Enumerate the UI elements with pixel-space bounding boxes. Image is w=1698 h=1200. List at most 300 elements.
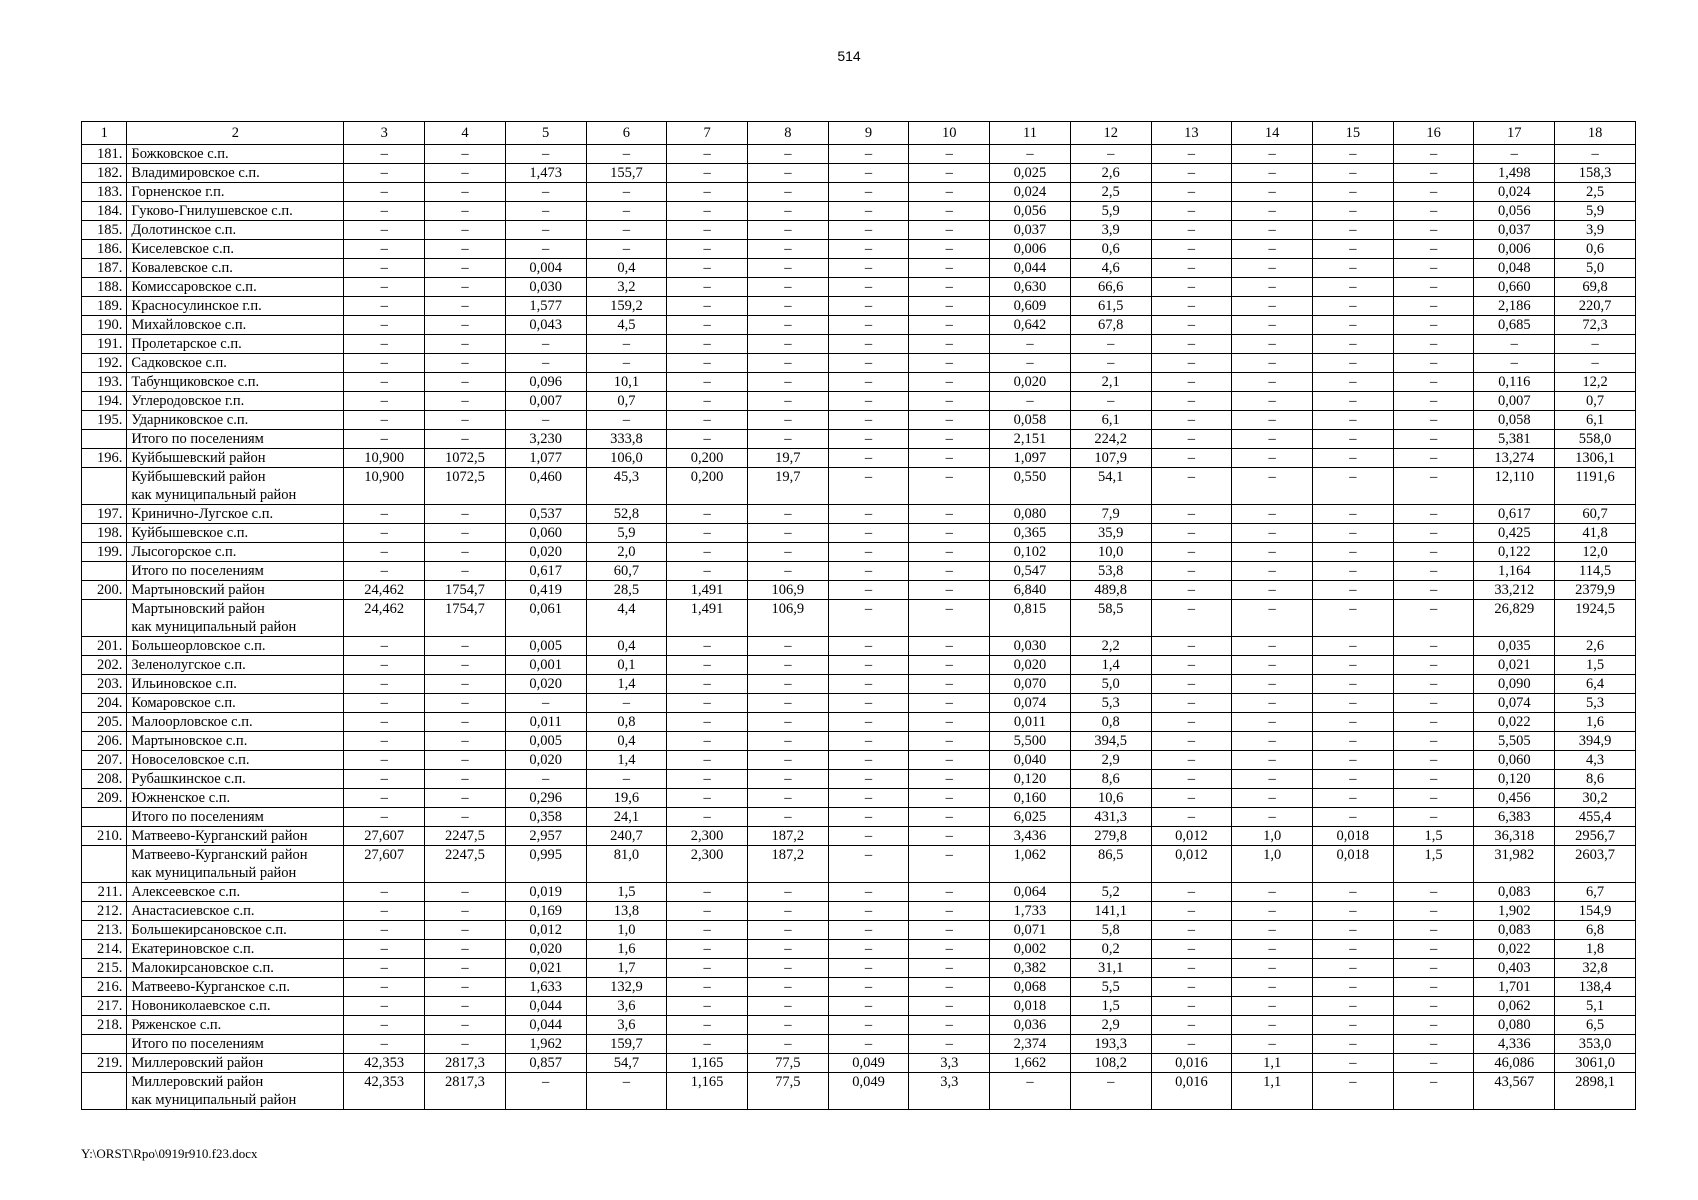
- table-cell: –: [1232, 581, 1313, 600]
- table-cell: 0,403: [1474, 959, 1555, 978]
- table-cell: –: [909, 202, 990, 221]
- row-number-cell: 194.: [82, 392, 127, 411]
- row-number-cell: 192.: [82, 354, 127, 373]
- table-cell: –: [667, 562, 748, 581]
- table-cell: –: [828, 373, 909, 392]
- table-cell: 1,498: [1474, 164, 1555, 183]
- table-cell: 1,733: [990, 902, 1071, 921]
- table-cell: –: [1474, 354, 1555, 373]
- table-cell: 0,8: [1070, 713, 1151, 732]
- table-cell: –: [828, 240, 909, 259]
- table-cell: –: [1151, 240, 1232, 259]
- row-number-cell: [82, 430, 127, 449]
- table-cell: –: [1312, 202, 1393, 221]
- table-cell: 8,6: [1070, 770, 1151, 789]
- table-cell: 0,021: [1474, 656, 1555, 675]
- table-cell: –: [667, 997, 748, 1016]
- table-cell: –: [747, 183, 828, 202]
- row-name-cell: Малокирсановское с.п.: [127, 959, 344, 978]
- table-cell: 0,004: [505, 259, 586, 278]
- table-cell: –: [425, 637, 506, 656]
- row-name-cell: Пролетарское с.п.: [127, 335, 344, 354]
- table-cell: 132,9: [586, 978, 667, 997]
- table-cell: –: [1393, 694, 1474, 713]
- table-cell: –: [1312, 297, 1393, 316]
- table-cell: 5,3: [1555, 694, 1636, 713]
- table-cell: 24,1: [586, 808, 667, 827]
- table-cell: 0,044: [505, 1016, 586, 1035]
- table-cell: 6,383: [1474, 808, 1555, 827]
- table-cell: 0,550: [990, 468, 1071, 505]
- table-cell: –: [425, 656, 506, 675]
- table-cell: –: [828, 581, 909, 600]
- table-cell: 3,9: [1070, 221, 1151, 240]
- table-cell: 0,036: [990, 1016, 1071, 1035]
- table-cell: –: [747, 940, 828, 959]
- table-row: [82, 505, 1636, 524]
- table-cell: 42,353: [344, 1054, 425, 1073]
- row-number-cell: 204.: [82, 694, 127, 713]
- table-cell: –: [1393, 543, 1474, 562]
- table-cell: –: [1232, 959, 1313, 978]
- table-cell: –: [1312, 789, 1393, 808]
- table-cell: 10,6: [1070, 789, 1151, 808]
- table-cell: –: [828, 978, 909, 997]
- table-cell: –: [747, 373, 828, 392]
- table-cell: –: [425, 1035, 506, 1054]
- table-cell: –: [344, 713, 425, 732]
- table-cell: 6,025: [990, 808, 1071, 827]
- table-cell: –: [425, 789, 506, 808]
- row-number-cell: 214.: [82, 940, 127, 959]
- table-cell: 1,4: [586, 675, 667, 694]
- table-cell: 2,5: [1555, 183, 1636, 202]
- row-name-cell: Большекирсановское с.п.: [127, 921, 344, 940]
- table-cell: –: [586, 221, 667, 240]
- table-cell: 0,617: [1474, 505, 1555, 524]
- table-cell: –: [1312, 505, 1393, 524]
- table-row: [82, 430, 1636, 449]
- table-cell: 1,6: [586, 940, 667, 959]
- table-cell: –: [1393, 145, 1474, 164]
- table-row: [82, 316, 1636, 335]
- table-cell: 0,060: [1474, 751, 1555, 770]
- table-cell: 0,044: [505, 997, 586, 1016]
- table-cell: –: [505, 1073, 586, 1110]
- table-cell: –: [425, 883, 506, 902]
- table-cell: 13,274: [1474, 449, 1555, 468]
- table-cell: –: [747, 1035, 828, 1054]
- table-cell: 0,083: [1474, 921, 1555, 940]
- table-cell: –: [667, 411, 748, 430]
- table-cell: –: [1393, 278, 1474, 297]
- table-cell: –: [344, 789, 425, 808]
- table-cell: –: [667, 940, 748, 959]
- table-cell: –: [344, 637, 425, 656]
- row-name-cell: Алексеевское с.п.: [127, 883, 344, 902]
- table-cell: –: [425, 751, 506, 770]
- table-cell: –: [1393, 637, 1474, 656]
- table-cell: 1,5: [1393, 846, 1474, 883]
- table-cell: 45,3: [586, 468, 667, 505]
- table-cell: –: [1151, 543, 1232, 562]
- table-cell: –: [1070, 1073, 1151, 1110]
- table-cell: –: [586, 770, 667, 789]
- table-cell: –: [747, 770, 828, 789]
- table-cell: –: [344, 997, 425, 1016]
- table-cell: –: [1151, 751, 1232, 770]
- table-cell: –: [425, 240, 506, 259]
- table-cell: –: [344, 562, 425, 581]
- table-cell: –: [1393, 183, 1474, 202]
- table-cell: 1,4: [1070, 656, 1151, 675]
- table-cell: 35,9: [1070, 524, 1151, 543]
- table-cell: –: [1393, 581, 1474, 600]
- table-cell: 61,5: [1070, 297, 1151, 316]
- table-cell: –: [1232, 1016, 1313, 1035]
- column-header: 2: [127, 122, 344, 145]
- table-cell: –: [1312, 656, 1393, 675]
- table-cell: –: [1151, 713, 1232, 732]
- table-cell: 0,012: [505, 921, 586, 940]
- table-cell: 114,5: [1555, 562, 1636, 581]
- table-cell: –: [505, 411, 586, 430]
- table-cell: –: [344, 164, 425, 183]
- table-cell: –: [747, 997, 828, 1016]
- table-cell: 1,701: [1474, 978, 1555, 997]
- row-name-cell: Матвеево-Курганское с.п.: [127, 978, 344, 997]
- table-cell: –: [909, 354, 990, 373]
- table-cell: 1,5: [1555, 656, 1636, 675]
- table-cell: 3,3: [909, 1054, 990, 1073]
- table-row: [82, 297, 1636, 316]
- table-row: [82, 656, 1636, 675]
- table-cell: –: [344, 978, 425, 997]
- table-cell: –: [425, 335, 506, 354]
- table-cell: –: [586, 694, 667, 713]
- table-cell: 6,8: [1555, 921, 1636, 940]
- table-cell: –: [909, 240, 990, 259]
- table-cell: –: [1312, 430, 1393, 449]
- table-cell: 0,456: [1474, 789, 1555, 808]
- table-cell: –: [1070, 392, 1151, 411]
- table-cell: –: [747, 713, 828, 732]
- table-cell: –: [747, 145, 828, 164]
- table-cell: 1,962: [505, 1035, 586, 1054]
- table-cell: –: [1312, 600, 1393, 637]
- table-cell: –: [828, 675, 909, 694]
- table-cell: –: [747, 978, 828, 997]
- table-cell: 52,8: [586, 505, 667, 524]
- table-cell: 2,9: [1070, 751, 1151, 770]
- table-cell: –: [1232, 202, 1313, 221]
- table-cell: 2,300: [667, 827, 748, 846]
- table-cell: 108,2: [1070, 1054, 1151, 1073]
- row-name-cell: Мартыновский район: [127, 581, 344, 600]
- table-cell: –: [344, 373, 425, 392]
- table-cell: –: [828, 600, 909, 637]
- row-number-cell: 196.: [82, 449, 127, 468]
- row-number-cell: 210.: [82, 827, 127, 846]
- table-row: [82, 959, 1636, 978]
- table-cell: –: [1312, 959, 1393, 978]
- table-cell: 5,9: [586, 524, 667, 543]
- row-number-cell: 205.: [82, 713, 127, 732]
- table-cell: –: [344, 145, 425, 164]
- table-cell: 0,056: [1474, 202, 1555, 221]
- table-cell: 0,012: [1151, 827, 1232, 846]
- table-cell: –: [909, 562, 990, 581]
- table-cell: –: [586, 354, 667, 373]
- table-cell: –: [909, 751, 990, 770]
- row-name-cell: Ковалевское с.п.: [127, 259, 344, 278]
- table-cell: –: [1393, 1016, 1474, 1035]
- table-cell: 0,382: [990, 959, 1071, 978]
- table-cell: –: [667, 145, 748, 164]
- table-cell: 1,5: [586, 883, 667, 902]
- table-cell: 4,4: [586, 600, 667, 637]
- table-cell: –: [1232, 562, 1313, 581]
- row-number-cell: [82, 468, 127, 505]
- table-cell: 2,0: [586, 543, 667, 562]
- table-cell: –: [909, 259, 990, 278]
- row-name-cell: Миллеровский район: [127, 1054, 344, 1073]
- table-cell: 1,633: [505, 978, 586, 997]
- table-cell: 43,567: [1474, 1073, 1555, 1110]
- table-cell: 53,8: [1070, 562, 1151, 581]
- table-cell: –: [828, 183, 909, 202]
- table-cell: 2,5: [1070, 183, 1151, 202]
- table-cell: –: [747, 354, 828, 373]
- table-cell: –: [1151, 468, 1232, 505]
- table-cell: –: [1312, 145, 1393, 164]
- table-cell: –: [1393, 675, 1474, 694]
- table-cell: –: [1393, 808, 1474, 827]
- table-cell: –: [1232, 997, 1313, 1016]
- table-cell: 0,200: [667, 468, 748, 505]
- table-cell: –: [1312, 278, 1393, 297]
- column-header: 5: [505, 122, 586, 145]
- table-cell: 19,6: [586, 789, 667, 808]
- table-cell: 4,336: [1474, 1035, 1555, 1054]
- table-cell: –: [909, 581, 990, 600]
- table-cell: –: [1393, 221, 1474, 240]
- table-cell: 333,8: [586, 430, 667, 449]
- table-cell: –: [1232, 183, 1313, 202]
- table-cell: 0,020: [505, 940, 586, 959]
- table-cell: 5,0: [1070, 675, 1151, 694]
- table-cell: –: [425, 770, 506, 789]
- table-cell: –: [425, 713, 506, 732]
- table-cell: 279,8: [1070, 827, 1151, 846]
- table-cell: 224,2: [1070, 430, 1151, 449]
- table-cell: –: [1232, 770, 1313, 789]
- row-number-cell: 197.: [82, 505, 127, 524]
- table-cell: 2817,3: [425, 1073, 506, 1110]
- table-cell: –: [909, 978, 990, 997]
- row-number-cell: 198.: [82, 524, 127, 543]
- table-cell: –: [828, 808, 909, 827]
- table-cell: 154,9: [1555, 902, 1636, 921]
- table-cell: 13,8: [586, 902, 667, 921]
- table-cell: –: [1312, 335, 1393, 354]
- footer-file-path: Y:\ORST\Rpo\0919r910.f23.docx: [81, 1146, 258, 1161]
- row-name-cell: Зеленолугское с.п.: [127, 656, 344, 675]
- table-cell: –: [1393, 751, 1474, 770]
- table-row: [82, 713, 1636, 732]
- table-cell: –: [1151, 259, 1232, 278]
- table-cell: 0,090: [1474, 675, 1555, 694]
- table-cell: –: [1312, 713, 1393, 732]
- table-cell: –: [1151, 997, 1232, 1016]
- table-cell: 0,200: [667, 449, 748, 468]
- table-cell: –: [1393, 959, 1474, 978]
- table-cell: –: [909, 940, 990, 959]
- table-cell: –: [1151, 449, 1232, 468]
- table-cell: –: [425, 921, 506, 940]
- table-cell: –: [1232, 637, 1313, 656]
- table-cell: 0,049: [828, 1054, 909, 1073]
- table-cell: 0,6: [1070, 240, 1151, 259]
- table-cell: –: [586, 411, 667, 430]
- table-cell: –: [1312, 637, 1393, 656]
- table-cell: –: [1232, 732, 1313, 751]
- table-cell: –: [344, 959, 425, 978]
- table-cell: –: [425, 562, 506, 581]
- table-cell: –: [1312, 978, 1393, 997]
- table-cell: –: [747, 240, 828, 259]
- table-cell: –: [1151, 221, 1232, 240]
- table-cell: –: [1151, 392, 1232, 411]
- table-cell: –: [747, 221, 828, 240]
- table-cell: –: [747, 392, 828, 411]
- row-number-cell: 216.: [82, 978, 127, 997]
- table-cell: –: [1393, 164, 1474, 183]
- table-cell: 0,120: [1474, 770, 1555, 789]
- table-cell: 159,2: [586, 297, 667, 316]
- table-cell: –: [828, 562, 909, 581]
- table-cell: –: [1393, 449, 1474, 468]
- row-number-cell: [82, 562, 127, 581]
- table-cell: 1,165: [667, 1073, 748, 1110]
- table-cell: –: [425, 164, 506, 183]
- table-cell: –: [828, 827, 909, 846]
- row-name-cell: Мартыновский район как муниципальный район: [127, 600, 344, 637]
- row-name-cell: Ильиновское с.п.: [127, 675, 344, 694]
- table-cell: 1,8: [1555, 940, 1636, 959]
- row-number-cell: 201.: [82, 637, 127, 656]
- table-cell: 1,164: [1474, 562, 1555, 581]
- table-cell: –: [1151, 297, 1232, 316]
- table-cell: 106,0: [586, 449, 667, 468]
- row-name-cell: Итого по поселениям: [127, 808, 344, 827]
- column-header: 1: [82, 122, 127, 145]
- table-row: [82, 581, 1636, 600]
- table-cell: 0,020: [505, 751, 586, 770]
- table-cell: –: [1151, 316, 1232, 335]
- table-header-row: [82, 122, 1636, 145]
- table-cell: –: [1232, 145, 1313, 164]
- table-cell: –: [1151, 505, 1232, 524]
- table-cell: 5,381: [1474, 430, 1555, 449]
- table-cell: –: [425, 940, 506, 959]
- table-cell: 1072,5: [425, 468, 506, 505]
- table-cell: 0,630: [990, 278, 1071, 297]
- table-cell: 2,300: [667, 846, 748, 883]
- table-cell: 1,5: [1393, 827, 1474, 846]
- row-name-cell: Киселевское с.п.: [127, 240, 344, 259]
- table-cell: 2,151: [990, 430, 1071, 449]
- table-cell: 2603,7: [1555, 846, 1636, 883]
- table-cell: 24,462: [344, 581, 425, 600]
- table-cell: –: [586, 202, 667, 221]
- table-cell: –: [667, 808, 748, 827]
- table-cell: –: [344, 940, 425, 959]
- table-cell: 5,9: [1555, 202, 1636, 221]
- table-cell: –: [667, 221, 748, 240]
- table-cell: 0,617: [505, 562, 586, 581]
- table-cell: –: [1393, 316, 1474, 335]
- table-cell: 193,3: [1070, 1035, 1151, 1054]
- row-name-cell: Анастасиевское с.п.: [127, 902, 344, 921]
- table-cell: –: [1393, 997, 1474, 1016]
- table-cell: 10,900: [344, 449, 425, 468]
- table-cell: –: [1393, 713, 1474, 732]
- table-cell: –: [1312, 411, 1393, 430]
- table-cell: –: [1232, 316, 1313, 335]
- table-cell: 0,8: [586, 713, 667, 732]
- table-cell: 2956,7: [1555, 827, 1636, 846]
- table-cell: –: [747, 694, 828, 713]
- table-cell: –: [1393, 524, 1474, 543]
- table-cell: 1,5: [1070, 997, 1151, 1016]
- table-cell: 31,1: [1070, 959, 1151, 978]
- table-cell: –: [667, 902, 748, 921]
- table-cell: –: [505, 221, 586, 240]
- table-cell: 3,436: [990, 827, 1071, 846]
- row-name-cell: Большеорловское с.п.: [127, 637, 344, 656]
- row-name-cell: Долотинское с.п.: [127, 221, 344, 240]
- table-cell: –: [909, 656, 990, 675]
- table-cell: –: [747, 411, 828, 430]
- table-cell: 1,062: [990, 846, 1071, 883]
- table-cell: –: [344, 430, 425, 449]
- table-cell: –: [1151, 921, 1232, 940]
- table-cell: –: [747, 675, 828, 694]
- table-cell: 141,1: [1070, 902, 1151, 921]
- table-cell: 2817,3: [425, 1054, 506, 1073]
- table-cell: –: [1151, 164, 1232, 183]
- table-cell: 0,096: [505, 373, 586, 392]
- table-cell: 0,018: [1312, 846, 1393, 883]
- table-cell: 455,4: [1555, 808, 1636, 827]
- table-cell: –: [1474, 145, 1555, 164]
- row-name-cell: Итого по поселениям: [127, 562, 344, 581]
- table-row: [82, 997, 1636, 1016]
- table-cell: 6,840: [990, 581, 1071, 600]
- table-cell: –: [1393, 600, 1474, 637]
- table-cell: 2379,9: [1555, 581, 1636, 600]
- table-cell: 0,005: [505, 637, 586, 656]
- table-cell: –: [1232, 411, 1313, 430]
- table-cell: –: [828, 524, 909, 543]
- table-cell: 1,6: [1555, 713, 1636, 732]
- table-cell: –: [1070, 354, 1151, 373]
- table-cell: –: [586, 183, 667, 202]
- table-cell: –: [747, 202, 828, 221]
- table-cell: –: [425, 278, 506, 297]
- table-cell: 1,902: [1474, 902, 1555, 921]
